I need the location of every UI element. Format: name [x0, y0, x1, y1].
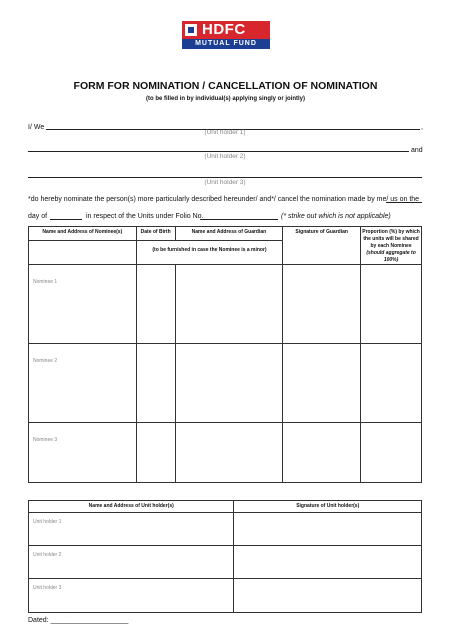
unit-holder-2-cell[interactable]: Unit holder 2 [29, 546, 234, 579]
nominee-1-cell[interactable]: Nominee 1 [29, 265, 137, 344]
header-unitholder-signature: Signature of Unit holder(s) [234, 501, 422, 513]
nominee-3-proportion-cell[interactable] [361, 423, 422, 483]
unit-holder-2-hint: (Unit holder 2) [204, 153, 246, 160]
proportion-note: (should aggregate to 100%) [366, 250, 416, 263]
proportion-label: Proportion (%) by which the units will be shared by each Nominee [362, 229, 420, 249]
nominee-3-guardian-cell[interactable] [175, 423, 283, 483]
unit-holder-2-signature-cell[interactable] [234, 546, 422, 579]
folio-number-line[interactable] [200, 219, 278, 220]
nominee-2-cell[interactable]: Nominee 2 [29, 344, 137, 423]
folio-text: in respect of the Units under Folio No. [86, 213, 204, 220]
nominee-2-signature-cell[interactable] [283, 344, 361, 423]
table-row [29, 579, 422, 613]
header-proportion [361, 227, 422, 265]
comma-label: , [421, 124, 423, 131]
nominee-3-signature-cell[interactable] [283, 423, 361, 483]
unit-holder-3-cell[interactable]: Unit holder 3 [29, 579, 234, 613]
dated-field[interactable]: Dated: ____________________ [28, 617, 129, 624]
header-unitholder-name: Name and Address of Unit holder(s) [29, 501, 234, 513]
guardian-subheader: (to be furnished in case the Nominee is a minor) [136, 241, 283, 265]
nominee-3-cell[interactable]: Nominee 3 [29, 423, 137, 483]
header-name-address: Name and Address of Nominee(s) [29, 227, 137, 241]
nominee-2-guardian-cell[interactable] [175, 344, 283, 423]
table-row [29, 423, 422, 483]
day-of-label: day of [28, 213, 48, 220]
table-row [29, 344, 422, 423]
nominee-table [28, 226, 422, 483]
form-subtitle: (to be filled in by individual(s) applying singly or jointly) [145, 96, 305, 102]
nominee-header-row [29, 227, 422, 241]
unit-holder-1-hint: (Unit holder 1) [204, 129, 246, 136]
nominee-2-dob-cell[interactable] [136, 344, 175, 423]
hdfc-logo [182, 21, 270, 49]
logo-square-icon [185, 24, 197, 36]
nominee-1-proportion-cell[interactable] [361, 265, 422, 344]
and-label: and [411, 147, 423, 154]
declaration-text: *do hereby nominate the person(s) more particularly described hereunder/ and*/ cancel the nomination made by me/ us on the [28, 196, 420, 203]
nomination-date-line[interactable] [386, 202, 422, 203]
header-guardian: Name and Address of Guardian [175, 227, 283, 241]
day-of-line[interactable] [50, 219, 82, 220]
table-row [29, 265, 422, 344]
unit-holder-2-line[interactable] [28, 151, 409, 152]
unitholder-header-row [29, 501, 422, 513]
table-row [29, 513, 422, 546]
unit-holder-3-hint: (Unit holder 3) [204, 179, 246, 186]
unit-holder-1-signature-cell[interactable] [234, 513, 422, 546]
logo-subtitle: MUTUAL FUND [195, 40, 257, 47]
nominee-1-guardian-cell[interactable] [175, 265, 283, 344]
form-title: FORM FOR NOMINATION / CANCELLATION OF NOMINATION [73, 80, 378, 92]
unit-holder-3-signature-cell[interactable] [234, 579, 422, 613]
header-signature: Signature of Guardian [283, 227, 361, 265]
nominee-2-proportion-cell[interactable] [361, 344, 422, 423]
iwe-label: I/ We [28, 124, 45, 131]
strike-note: (* strike out which is not applicable) [281, 213, 391, 220]
nominee-3-dob-cell[interactable] [136, 423, 175, 483]
unit-holder-3-line[interactable] [28, 177, 422, 178]
nominee-1-dob-cell[interactable] [136, 265, 175, 344]
table-row [29, 546, 422, 579]
logo-name: HDFC [202, 21, 246, 38]
header-dob: Date of Birth [136, 227, 175, 241]
nominee-1-signature-cell[interactable] [283, 265, 361, 344]
unitholder-table [28, 500, 422, 613]
unit-holder-1-cell[interactable]: Unit holder 1 [29, 513, 234, 546]
